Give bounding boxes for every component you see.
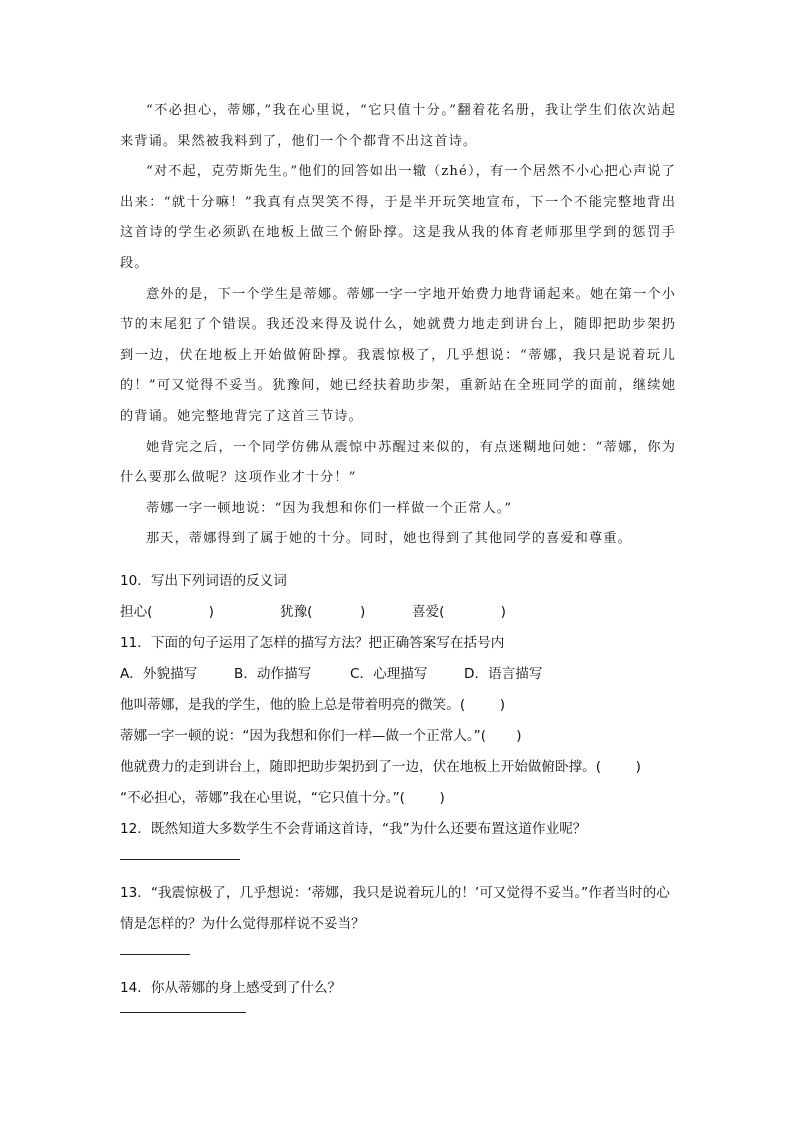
passage-paragraph-4: 她背完之后，一个同学仿佛从震惊中苏醒过来似的，有点迷糊地问她：“蒂娜，你为什么要那么做呢？这项作业才十分！” [120,439,676,486]
question-13-answer-line[interactable] [120,954,190,955]
passage-paragraph-5: 蒂娜一字一顿地说：“因为我想和你们一样做一个正常人。” [146,500,513,516]
question-11-options [120,659,680,690]
reading-passage [120,96,676,555]
question-11-sentence-1[interactable]: 他叫蒂娜，是我的学生，他的脸上总是带着明亮的微笑。( ) [120,697,506,713]
question-13-title: 13．“我震惊极了，几乎想说：‘蒂娜，我只是说着玩儿的！’可又觉得不妥当。”作者当时的心情是怎样的？为什么觉得那样说不妥当？ [120,885,670,932]
passage-paragraph-2: “对不起，克劳斯先生。”他们的回答如出一辙（zhé），有一个居然不小心把心声说了出来：“就十分嘛！”我真有点哭笑不得，于是半开玩笑地宣布，下一个不能完整地背出这首诗的学生必须趴在地板上做三个俯卧撑。这是我从我的体育老师那里学到的惩罚手段。 [120,164,676,271]
option-b: B．动作描写 [234,666,312,682]
antonym-blank-3[interactable]: 喜爱( ) [412,604,506,620]
antonym-blank-1[interactable]: 担心( ) [120,604,214,620]
option-c: C．心理描写 [350,666,428,682]
question-11-sentence-2[interactable]: 蒂娜一字一顿的说：“因为我想和你们一样—做一个正常人。”( ) [120,728,522,744]
passage-paragraph-6: 那天，蒂娜得到了属于她的十分。同时，她也得到了其他同学的喜爱和尊重。 [146,531,632,547]
question-11-sentence-3[interactable]: 他就费力的走到讲台上，随即把助步架扔到了一边，伏在地板上开始做俯卧撑。( ) [120,759,641,775]
questions-section [120,566,680,1031]
question-12-answer-line[interactable] [120,859,240,860]
option-a: A．外貌描写 [120,666,198,682]
question-11-sentence-4[interactable]: “不必担心，蒂娜”我在心里说，“它只值十分。”( ) [120,790,445,806]
antonym-blank-2[interactable]: 犹豫( ) [280,604,366,620]
question-14-answer-line[interactable] [120,1012,246,1013]
question-11-title: 11．下面的句子运用了怎样的描写方法？把正确答案写在括号内 [120,635,505,651]
question-10-antonym-blanks [120,597,680,628]
option-d: D．语言描写 [464,666,543,682]
question-14-title: 14．你从蒂娜的身上感受到了什么？ [120,980,342,996]
passage-paragraph-1: “不必担心，蒂娜，”我在心里说，“它只值十分。”翻着花名册，我让学生们依次站起来背诵。果然被我料到了，他们一个个都背不出这首诗。 [120,103,676,149]
question-10-title: 10．写出下列词语的反义词 [120,573,287,589]
passage-paragraph-3: 意外的是，下一个学生是蒂娜。蒂娜一字一字地开始费力地背诵起来。她在第一个小节的末尾犯了个错误。我还没来得及说什么，她就费力地走到讲台上，随即把助步架扔到一边，伏在地板上开始做俯卧撑。我震惊极了，几乎想说：“蒂娜，我只是说着玩儿的！”可又觉得不妥当。犹豫间，她已经扶着助步架，重新站在全班同学的面前，继续她的背诵。她完整地背完了这首三节诗。 [120,286,676,424]
question-12-title: 12．既然知道大多数学生不会背诵这首诗，“我”为什么还要布置这道作业呢？ [120,821,587,837]
